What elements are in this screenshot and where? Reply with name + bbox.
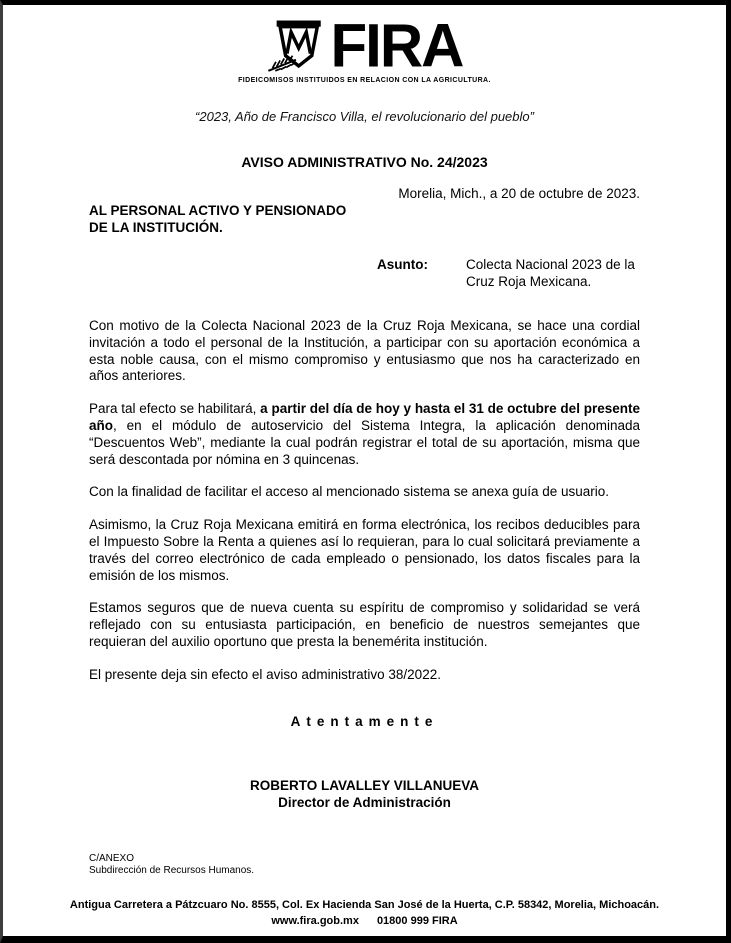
brand-wordmark: FIRA xyxy=(330,11,463,80)
annex-line1: C/ANEXO xyxy=(89,852,135,864)
subject-text xyxy=(466,256,635,290)
signer-title: Director de Administración xyxy=(278,794,451,810)
fira-logo xyxy=(89,11,640,87)
subject-label: Asunto: xyxy=(377,257,428,272)
page-footer xyxy=(3,897,726,929)
notice-body xyxy=(89,318,640,684)
addressee-line2: DE LA INSTITUCIÓN. xyxy=(89,220,223,235)
annex-line2: Subdirección de Recursos Humanos. xyxy=(89,864,255,876)
signature-block xyxy=(89,777,640,811)
paragraph-5: Estamos seguros que de nueva cuenta su espíritu de compromiso y solidaridad se verá reflejado con su entusiasta participación, en beneficio de nuestros semejantes que requieran del auxilio oportuno que presta la benemérita institución. xyxy=(89,600,640,649)
addressee-line1: AL PERSONAL ACTIVO Y PENSIONADO xyxy=(89,203,347,218)
dateline: Morelia, Mich., a 20 de octubre de 2023. xyxy=(398,186,640,201)
subject-line1: Colecta Nacional 2023 de la xyxy=(466,257,635,272)
fira-emblem-icon xyxy=(267,17,329,75)
footer-website: www.fira.gob.mx xyxy=(271,914,359,927)
paragraph-6: El presente deja sin efecto el aviso administrativo 38/2022. xyxy=(89,666,441,682)
footer-address: Antigua Carretera a Pátzcuaro No. 8555, Col. Ex Hacienda San José de la Huerta, C.P. 58342, Morelia, Michoacán. xyxy=(69,898,660,911)
paragraph-2-bold: a partir del día de hoy y hasta el 31 de octubre del presente año xyxy=(89,401,640,433)
subject-block xyxy=(377,256,640,290)
document-content xyxy=(3,11,726,877)
year-motto: “2023, Año de Francisco Villa, el revolucionario del pueblo” xyxy=(195,109,534,124)
footer-phone: 01800 999 FIRA xyxy=(376,914,458,927)
paragraph-4: Asimismo, la Cruz Roja Mexicana emitirá en forma electrónica, los recibos deducibles para el Impuesto Sobre la Renta a quienes así lo requieran, para lo cual solicitará previamente a través del correo electrónico de cada empleado o pensionado, los datos fiscales para la emisión de los mismos. xyxy=(89,517,640,583)
closing-salutation: Atentamente xyxy=(290,713,439,729)
paragraph-2 xyxy=(89,401,640,468)
logo-tagline: FIDEICOMISOS INSTITUIDOS EN RELACION CON LA AGRICULTURA. xyxy=(238,77,491,84)
footer-contact xyxy=(23,913,706,929)
paragraph-3: Con la finalidad de facilitar el acceso al mencionado sistema se anexa guía de usuario. xyxy=(89,484,610,500)
signer-name: ROBERTO LAVALLEY VILLANUEVA xyxy=(249,777,479,793)
paragraph-2-start: Para tal efecto se habilitará, xyxy=(89,401,261,417)
paragraph-1: Con motivo de la Colecta Nacional 2023 de la Cruz Roja Mexicana, se hace una cordial invitación a todo el personal de la Institución, a participar con su aportación económica a esta noble causa, con el mismo compromiso y entusiasmo que nos ha caracterizado en años anteriores. xyxy=(89,318,640,384)
annex-note xyxy=(89,853,640,877)
addressee-block xyxy=(89,202,640,236)
notice-title: AVISO ADMINISTRATIVO No. 24/2023 xyxy=(241,154,488,170)
paragraph-2-end: , en el módulo de autoservicio del Sistema Integra, la aplicación denominada “Descuentos Web”, mediante la cual podrán registrar el total de su aportación, misma que será descontada por nómina en 3 quincenas. xyxy=(89,417,640,467)
subject-line2: Cruz Roja Mexicana. xyxy=(466,274,592,289)
